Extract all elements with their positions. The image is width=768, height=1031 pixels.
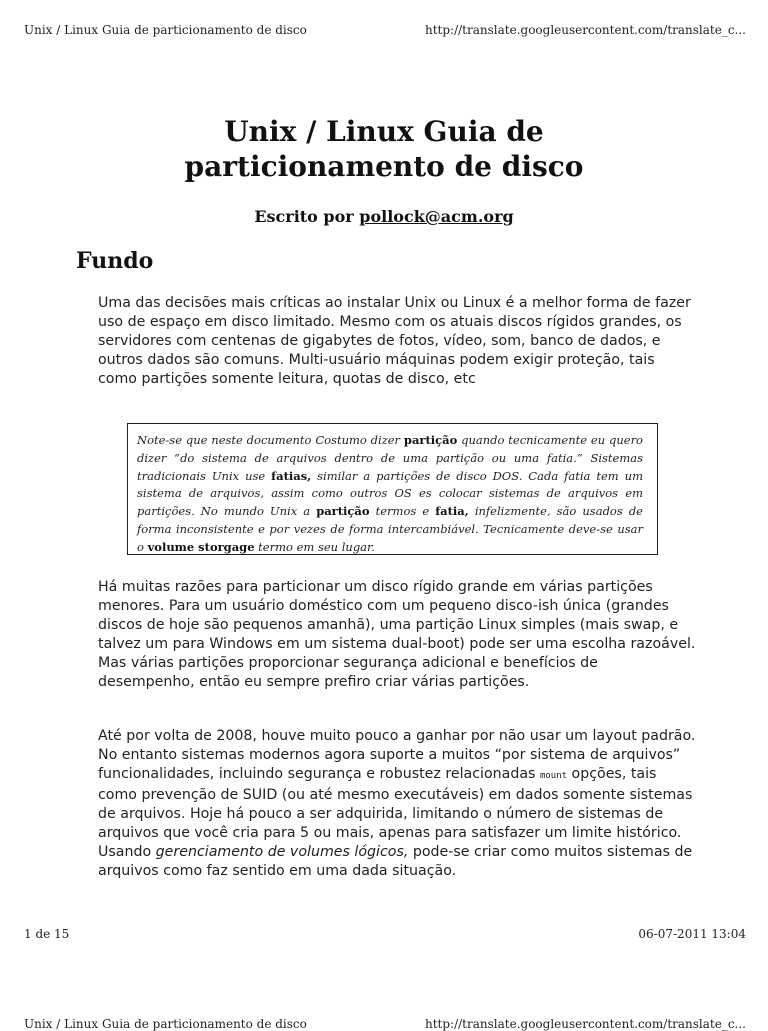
emphasis-lvm: gerenciamento de volumes lógicos, — [155, 844, 409, 860]
paragraph-3 — [98, 727, 698, 881]
print-footer-datetime: 06-07-2011 13:04 — [638, 927, 746, 941]
inline-code-mount: mount — [539, 771, 568, 781]
print-footer-page: 1 de 15 — [24, 927, 70, 941]
paragraph-3-text: pode-se criar como muitos sistemas de arquivos como faz sentido em uma dada situação. — [98, 844, 693, 879]
note-text: termos e — [369, 504, 436, 519]
paragraph-1: Uma das decisões mais críticas ao instalar Unix ou Linux é a melhor forma de fazer uso de espaço em disco limitado. Mesmo com os atuais discos rígidos grandes, os servidores com centenas de gigabytes de fotos, vídeo, som, banco de dados, e outros dados são comuns. Multi-usuário máquinas podem exigir proteção, tais como partições somente leitura, quotas de disco, etc — [98, 295, 691, 387]
note-text: similar a partições de disco DOS. Cada fatia tem um sistema de arquivos, assim como outros OS es colocar sistemas de arquivos em partições. No mundo Unix a — [137, 468, 643, 519]
byline-prefix: Escrito por — [254, 207, 360, 226]
byline — [0, 207, 768, 226]
author-email-link[interactable]: pollock@acm.org — [359, 207, 514, 226]
note-text: quando tecnicamente eu quero dizer “do sistema de arquivos dentro de uma partição ou uma fatia.” Sistemas tradicionais Unix use — [137, 433, 643, 483]
paragraph-3-text: opções, tais como prevenção de SUID (ou até mesmo executáveis) em dados somente sistemas de arquivos. Hoje há pouco a ser adquirida, limitando o número de sistemas de arquivos que você cria para 5 ou mais, apenas para satisfazer um limite histórico. Usando — [98, 766, 693, 860]
next-page-header-url: http://translate.googleusercontent.com/translate_c... — [425, 1017, 746, 1031]
note-term: fatia, — [435, 504, 469, 519]
note-term: volume storgage — [147, 539, 255, 554]
page-title-line1: Unix / Linux Guia de — [224, 115, 544, 148]
note-box — [127, 423, 658, 555]
next-page-header-title: Unix / Linux Guia de particionamento de disco — [24, 1017, 307, 1031]
page-title — [0, 114, 768, 184]
note-text: infelizmente, são usados de forma inconsistente e por vezes de forma intercambiável. Tecnicamente deve-se usar o — [137, 504, 643, 554]
page-title-line2: particionamento de disco — [184, 150, 584, 183]
note-text: termo em seu lugar. — [254, 539, 375, 554]
note-term: fatias, — [271, 468, 312, 483]
paragraph-3-text: Até por volta de 2008, houve muito pouco a ganhar por não usar um layout padrão. No entanto sistemas modernos agora suporte a muitos “por sistema de arquivos” funcionalidades, incluindo segurança e robustez relacionadas — [98, 728, 696, 782]
print-header-url: http://translate.googleusercontent.com/translate_c... — [425, 23, 746, 37]
paragraph-2: Há muitas razões para particionar um disco rígido grande em várias partições menores. Para um usuário doméstico com um pequeno disco-ish única (grandes discos de hoje são pequenos amanhã), uma partição Linux simples (mais swap, e talvez um para Windows em um sistema dual-boot) pode ser uma escolha razoável. Mas várias partições proporcionar segurança adicional e benefícios de desempenho, então eu sempre prefiro criar várias partições. — [98, 579, 696, 690]
note-text: Note-se que neste documento Costumo dizer — [137, 433, 404, 447]
section-heading: Fundo — [76, 248, 154, 274]
note-term: partição — [403, 433, 458, 447]
note-term: partição — [316, 504, 370, 519]
print-header-title: Unix / Linux Guia de particionamento de disco — [24, 23, 307, 37]
